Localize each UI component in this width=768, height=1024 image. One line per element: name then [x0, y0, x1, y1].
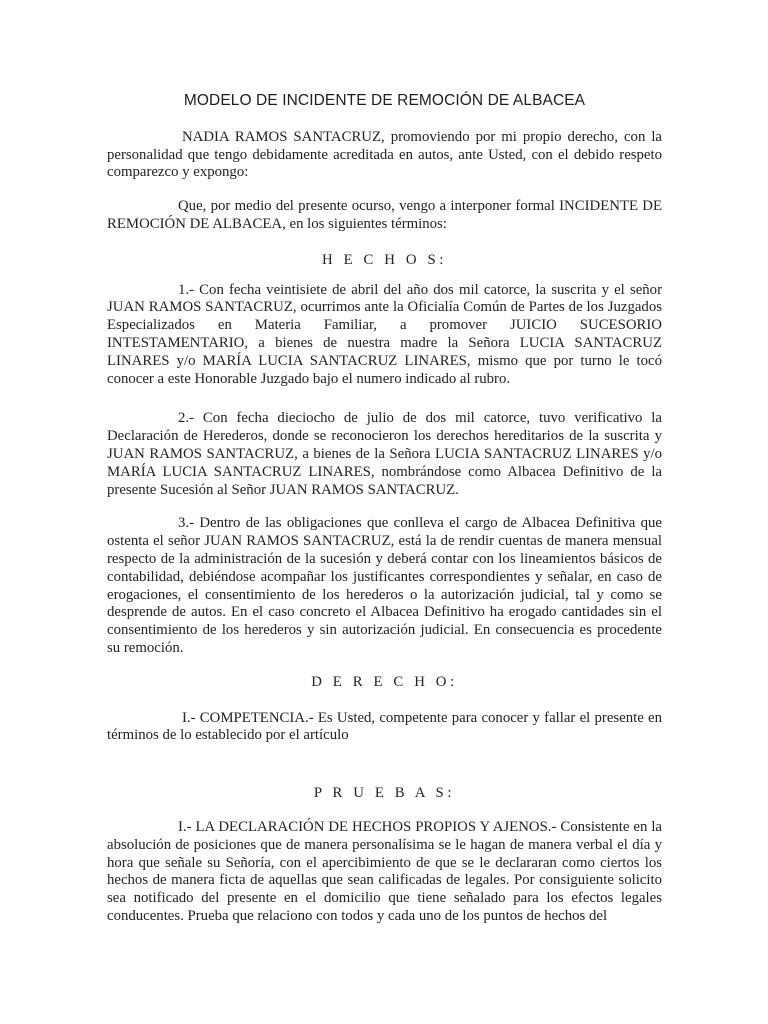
prueba-paragraph-1: I.- LA DECLARACIÓN DE HECHOS PROPIOS Y AJENOS.- Consistente en la absolución de posiciones que de manera personalísima se le hagan de manera verbal el día y hora que señale su Señoría, con el apercibimiento de que se le declararan como ciertos los hechos de manera ficta de aquellas que sean calificadas de legales. Por consiguiente solicito sea notificado del presente en el domicilio que tiene señalado para los efectos legales conducentes. Prueba que relaciono con todos y cada uno de los puntos de hechos del	[107, 818, 662, 924]
hecho-paragraph-3: 3.- Dentro de las obligaciones que conlleva el cargo de Albacea Definitiva que ostenta el señor JUAN RAMOS SANTACRUZ, está la de rendir cuentas de manera mensual respecto de la administración de la sucesión y deberá contar con los lineamientos básicos de contabilidad, debiéndose acompañar los justificantes correspondientes y señalar, en caso de erogaciones, el consentimiento de los herederos o la autorización judicial, tal y como se desprende de autos. En el caso concreto el Albacea Definitivo ha erogado cantidades sin el consentimiento de los herederos y sin autorización judicial. En consecuencia es procedente su remoción.	[107, 515, 662, 656]
document-title: MODELO DE INCIDENTE DE REMOCIÓN DE ALBACEA	[183, 92, 586, 109]
intro-paragraph: NADIA RAMOS SANTACRUZ, promoviendo por mi propio derecho, con la personalidad que tengo debidamente acreditada en autos, ante Usted, con el debido respeto comparezco y expongo:	[107, 128, 662, 181]
pruebas-heading: P R U E B A S:	[313, 785, 456, 802]
petition-paragraph: Que, por medio del presente ocurso, vengo a interponer formal INCIDENTE DE REMOCIÓN DE ALBACEA, en los siguientes términos:	[107, 198, 662, 232]
hecho-paragraph-1: 1.- Con fecha veintisiete de abril del año dos mil catorce, la suscrita y el señor JUAN RAMOS SANTACRUZ, ocurrimos ante la Oficialía Común de Partes de los Juzgados Especializados en Materia Familiar, a promover JUICIO SUCESORIO INTESTAMENTARIO, a bienes de nuestra madre la Señora LUCIA SANTACRUZ LINARES y/o MARÍA LUCIA SANTACRUZ LINARES, mismo que por turno le tocó conocer a este Honorable Juzgado bajo el numero indicado al rubro.	[107, 281, 662, 387]
derecho-paragraph-1: I.- COMPETENCIA.- Es Usted, competente para conocer y fallar el presente en términos de lo establecido por el artículo	[107, 709, 662, 744]
hecho-paragraph-2: 2.- Con fecha dieciocho de julio de dos mil catorce, tuvo verificativo la Declaración de Herederos, donde se reconocieron los derechos hereditarios de la suscrita y JUAN RAMOS SANTACRUZ, a bienes de la Señora LUCIA SANTACRUZ LINARES y/o MARÍA LUCIA SANTACRUZ LINARES, nombrándose como Albacea Definitivo de la presente Sucesión al Señor JUAN RAMOS SANTACRUZ.	[107, 410, 662, 498]
document-page	[107, 92, 662, 926]
derecho-heading: D E R E C H O:	[311, 673, 458, 690]
hechos-heading: H E C H O S:	[321, 251, 447, 268]
